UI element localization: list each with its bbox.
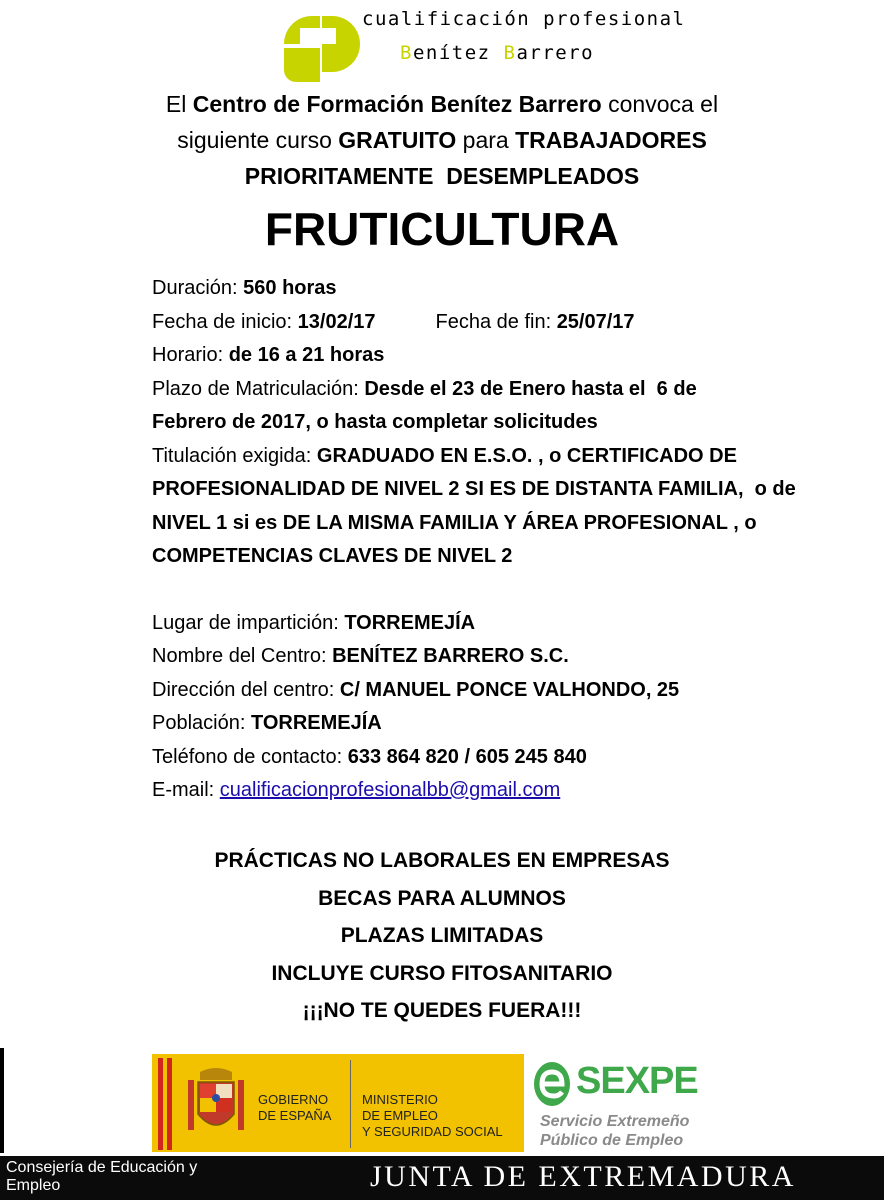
logo-text-line2: Benítez Barrero [400,42,595,64]
ministerio-label: MINISTERIO DE EMPLEO Y SEGURIDAD SOCIAL [362,1092,503,1139]
divider [0,1048,4,1153]
sexpe-subtitle: Servicio Extremeño Público de Empleo [540,1113,690,1149]
location-row: Lugar de impartición: TORREMEJÍA [152,611,476,634]
sexpe-logo-text: SEXPE [576,1060,698,1102]
highlights [0,842,884,1030]
course-details: Duración: 560 horas Fecha de inicio: 13/02/17 Fecha de fin: 25/07/17 Horario: de 16 a 21 horas Plazo de Matriculación: Desde el 23 de Enero hasta el 6 de Febrero de 2017, o hasta completar solicitudes Titulación exigida: GRADUADO EN E.S.O. , o CERTIFICADO DE PROFESIONALIDAD DE NIVEL 2 SI ES DE DISTANTA FAMILIA, o de NIVEL 1 si es DE LA MISMA FAMILIA Y ÁREA PROFESIONAL , o COMPETENCIAS CLAVES DE NIVEL 2 Lugar de impartición: TORREMEJÍA Nombre del Centro: BENÍTEZ BARRERO S.C. Dirección del centro: C/ MANUEL PONCE VALHONDO, 25 Población: TORREMEJÍA Teléfono de contacto: 633 864 820 / 605 245 840 E-mail: cualificacionprofesionalbb@gmail.com [152,272,852,808]
logo-text-line1: cualificación profesional [362,8,686,30]
coat-of-arms-icon [186,1066,246,1140]
sexpe-e-icon [532,1058,572,1108]
phone-row: Teléfono de contacto: 633 864 820 / 605 245 840 [152,745,587,768]
center-name-row: Nombre del Centro: BENÍTEZ BARRERO S.C. [152,645,569,667]
highlight-line: PRÁCTICAS NO LABORALES EN EMPRESAS [214,849,670,872]
consejeria-label: Consejería de Educación y Empleo [6,1159,198,1194]
highlight-line: PLAZAS LIMITADAS [340,924,544,947]
duration-row: Duración: 560 horas [152,277,337,299]
address-row: Dirección del centro: C/ MANUEL PONCE VALHONDO, 25 [152,678,680,701]
email-row: E-mail: cualificacionprofesionalbb@gmail.com [152,779,561,801]
intro-text: El Centro de Formación Benítez Barrero convoca el siguiente curso GRATUITO para TRABAJADORES PRIORITAMENTE DESEMPLEADOS [165,91,719,189]
highlight-line: ¡¡¡NO TE QUEDES FUERA!!! [302,999,582,1022]
cbb-logo-icon [282,14,360,84]
enrollment-row: Plazo de Matriculación: Desde el 23 de Enero hasta el 6 de [152,377,697,400]
course-title: FRUTICULTURA [264,203,620,255]
schedule-row: Horario: de 16 a 21 horas [152,344,385,366]
highlight-line: INCLUYE CURSO FITOSANITARIO [271,961,613,985]
divider [350,1060,351,1148]
email-link[interactable]: cualificacionprofesionalbb@gmail.com [219,779,561,801]
junta-label: JUNTA DE EXTREMADURA [370,1160,796,1193]
town-row: Población: TORREMEJÍA [152,712,382,734]
highlight-line: BECAS PARA ALUMNOS [318,886,566,910]
qualification-row: Titulación exigida: GRADUADO EN E.S.O. , o CERTIFICADO DE [152,444,737,467]
dates-row: Fecha de inicio: 13/02/17 Fecha de fin: 25/07/17 [152,310,635,333]
gobierno-label: GOBIERNO DE ESPAÑA [258,1092,332,1123]
